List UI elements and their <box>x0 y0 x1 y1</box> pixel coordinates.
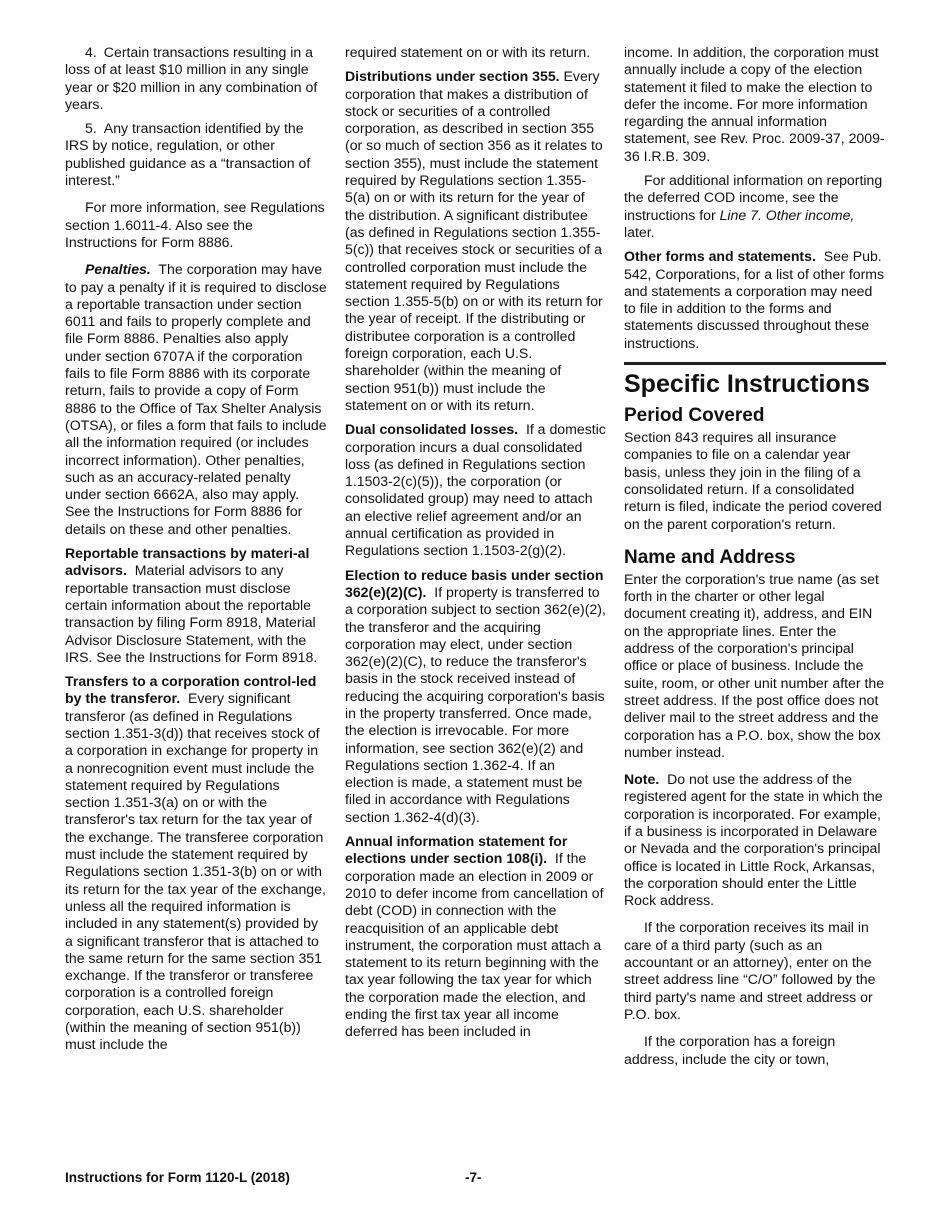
annual-statement-heading: Annual information statement for elections under section 108(i). <box>345 833 568 867</box>
dual-losses-paragraph <box>345 421 607 559</box>
other-forms-body: See Pub. 542, Corporations, for a list of other forms and statements a corporation may need to file in addition to the forms and statements discussed throughout these instructions. <box>624 248 885 351</box>
third-party-paragraph: If the corporation receives its mail in care of a third party (such as an accountant or an attorney), enter on the street address line “C/O” followed by the third party's name and street address or P.O. box. <box>624 919 876 1022</box>
foreign-address-paragraph: If the corporation has a foreign address, include the city or town, <box>624 1033 836 1067</box>
distributions-body: Every corporation that makes a distribution of stock or securities of a controlled corporation, as described in section 355 (or so much of section 356 as it relates to section 355), must include the statement required by Regulations section 1.355-5(a) on or with its return for the year of the distribution. A significant distributee (as defined in Regulations section 1.355-5(c)) that receives stock or securities of a controlled corporation must include the statement required by Regulations section 1.355-5(b) on or with its return for the year of receipt. If the distributing or distributee corporation is a controlled foreign corporation, each U.S. shareholder (within the meaning of section 951(b)) must include the statement on or with its return. <box>345 68 603 413</box>
column-1 <box>65 44 327 1061</box>
period-covered-paragraph: Section 843 requires all insurance companies to file on a calendar year basis, unless they join in the filing of a consolidated return. If a consolidated return is filed, indicate the period covered on the parent corporation's return. <box>624 429 882 532</box>
reduce-basis-paragraph <box>345 567 607 826</box>
distributions-heading: Distributions under section 355. <box>345 68 560 85</box>
penalties-paragraph <box>65 261 327 538</box>
reduce-basis-body: If property is transferred to a corporation subject to section 362(e)(2), the transferor and the acquiring corporation may elect, under section 362(e)(2)(C), to reduce the transferor's basis in the stock received instead of reducing the acquiring corporation's basis in the property transferred. Once made, the election is irrevocable. For more information, see section 362(e)(2) and Regulations section 1.362-4. If an election is made, a statement must be filed in accordance with Regulations section 1.362-4(d)(3). <box>345 583 606 825</box>
name-address-paragraph: Enter the corporation's true name (as set forth in the charter or other legal document creating it), address, and EIN on the appropriate lines. Enter the address of the corporation's principal office or place of business. Include the suite, room, or other unit number after the street address. If the post office does not deliver mail to the street address and the corporation has a P.O. box, show the box number instead. <box>624 570 885 760</box>
penalties-body: The corporation may have to pay a penalty if it is required to disclose a reportable transaction under section 6011 and fails to properly complete and file Form 8886. Penalties also apply under section 6707A if the corporation fails to file Form 8886 with its corporate return, fails to provide a copy of Form 8886 to the Office of Tax Shelter Analysis (OTSA), or files a form that fails to include all the information required (or includes incorrect information). Other penalties, such as an accuracy-related penalty under section 6662A, also may apply. See the Instructions for Form 8886 for details on these and other penalties. <box>65 261 327 537</box>
transfers-heading: Transfers to a corporation control-led by the transferor. <box>65 673 317 707</box>
more-info-paragraph: For more information, see Regulations section 1.6011-4. Also see the Instructions for Form 8886. <box>65 199 325 250</box>
column-2 <box>345 44 607 1048</box>
name-address-heading: Name and Address <box>624 546 796 568</box>
list-item-5: 5. Any transaction identified by the IRS by notice, regulation, or other published guidance as a “transaction of interest.” <box>65 120 311 189</box>
transfers-paragraph <box>65 673 327 1054</box>
reportable-heading: Reportable transactions by materi-al advisors. <box>65 545 310 579</box>
annual-statement-body: If the corporation made an election in 2009 or 2010 to defer income from cancellation of debt (COD) in connection with the reacquisition of an applicable debt instrument, the corporation must attach a statement to its return beginning with the tax year following the tax year for which the corporation made the election, and ending the first tax year all income deferred has been included in <box>345 850 604 1040</box>
section-divider <box>624 362 886 399</box>
note-paragraph <box>624 771 886 909</box>
continued-text: income. In addition, the corporation must annually include a copy of the election statement it filed to make the election to defer the income. For more information regarding the annual information statement, see Rev. Proc. 2009-37, 2009-36 I.R.B. 309. <box>624 44 885 164</box>
footer-form-title: Instructions for Form 1120-L (2018) <box>65 1170 290 1185</box>
line-7-reference: Line 7. Other income, <box>719 206 855 223</box>
period-covered-heading: Period Covered <box>624 405 765 427</box>
page-footer <box>65 1169 887 1186</box>
note-heading: Note. <box>624 771 660 788</box>
penalties-heading: Penalties. <box>85 261 151 278</box>
other-forms-heading: Other forms and statements. <box>624 248 816 265</box>
dual-losses-heading: Dual consolidated losses. <box>345 421 519 438</box>
note-body: Do not use the address of the registered agent for the state in which the corporation is incorporated. For example, if a business is incorporated in Delaware or Nevada and the corporation's principal office is located in Little Rock, Arkansas, the corporation should enter the Little Rock address. <box>624 771 883 909</box>
list-item-4: 4. Certain transactions resulting in a loss of at least $10 million in any single year or $20 million in any combination of years. <box>65 44 318 112</box>
reduce-basis-heading: Election to reduce basis under section 362(e)(2)(C). <box>345 566 604 600</box>
additional-info-paragraph: For additional information on reporting the deferred COD income, see the instructions for Line 7. Other income, later. <box>624 172 883 240</box>
transfers-body: Every significant transferor (as defined in Regulations section 1.351-3(d)) that receives stock of a corporation in exchange for property in a nonrecognition event must include the statement required by Regulations section 1.351-3(a) on or with the transferor's tax return for the tax year of the exchange. The transferee corporation must include the statement required by Regulations section 1.351-3(b) on or with its return for the tax year of the exchange, unless all the required information is included in any statement(s) provided by a significant transferor that is attached to the same return for the same section 351 exchange. If the transferor or transferee corporation is a controlled foreign corporation, each U.S. shareholder (within the meaning of section 951(b)) must include the <box>65 690 326 1053</box>
page-number: -7- <box>465 1170 482 1185</box>
reportable-paragraph <box>65 545 327 666</box>
other-forms-paragraph <box>624 248 886 352</box>
specific-instructions-title: Specific Instructions <box>624 370 870 399</box>
annual-statement-paragraph <box>345 833 607 1041</box>
continued-text: required statement on or with its return. <box>345 44 591 60</box>
column-3 <box>624 44 886 1075</box>
dual-losses-body: If a domestic corporation incurs a dual consolidated loss (as defined in Regulations section 1.1503-2(c)(5)), the corporation (or consolidated group) may need to attach an elective relief agreement and/or an annual certification as provided in Regulations section 1.1503-2(g)(2). <box>345 421 606 559</box>
distributions-paragraph <box>345 68 607 414</box>
reportable-body: Material advisors to any reportable transaction must disclose certain information about the reportable transaction by filing Form 8918, Material Advisor Disclosure Statement, with the IRS. See the Instructions for Form 8918. <box>65 562 318 665</box>
